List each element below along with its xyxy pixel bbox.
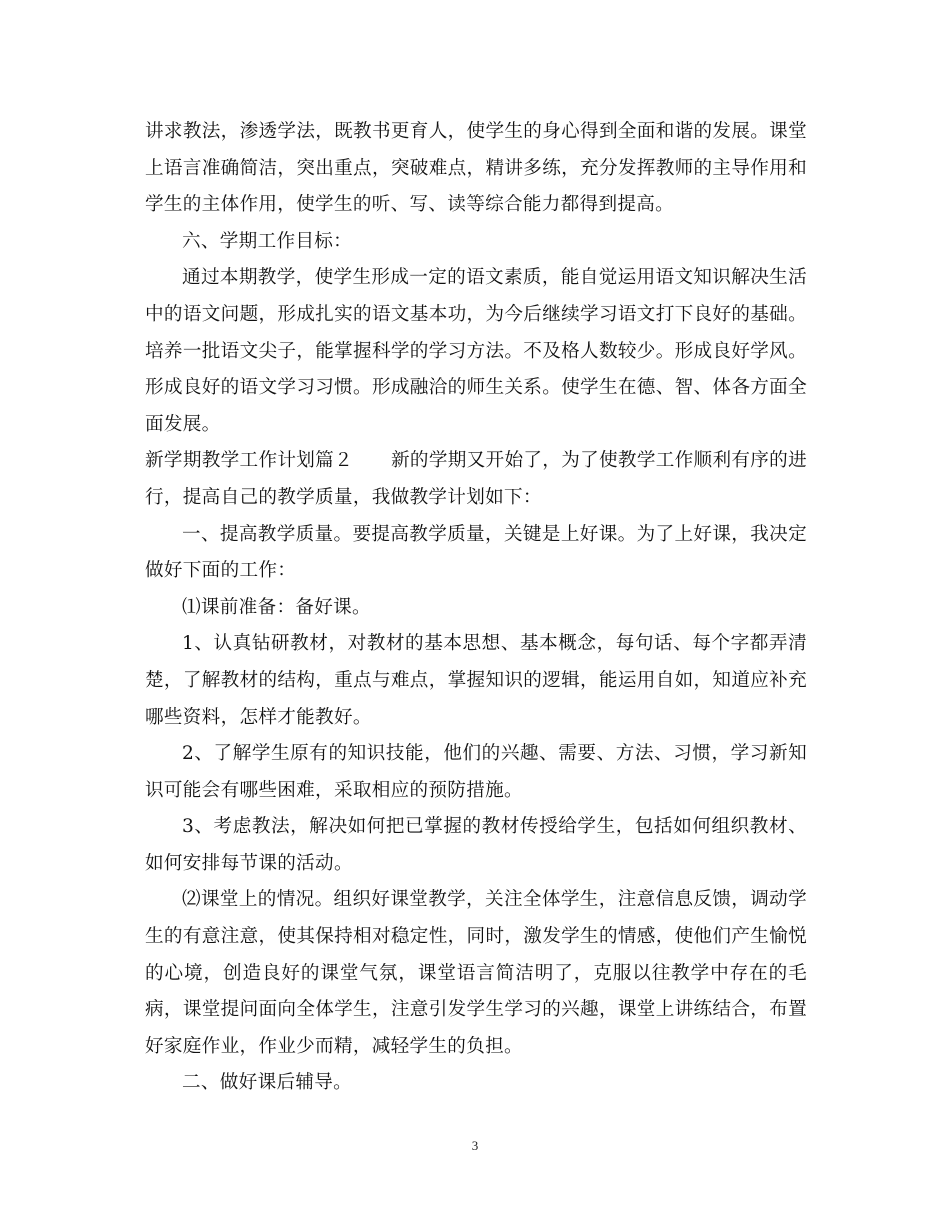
paragraph-item-2: 二、做好课后辅导。 — [182, 1072, 353, 1094]
page-number: 3 — [471, 1138, 479, 1153]
section-title: 新学期教学工作计划篇２ — [145, 450, 353, 472]
heading-semester-goals: 六、学期工作目标： — [182, 230, 353, 252]
section-intro-text: 新的学期又开始了，为了使教学工作顺利有序的进行，提高自己的教学质量，我做教学计划如下： — [145, 450, 807, 508]
document-body — [145, 114, 807, 1102]
paragraph-classroom: ⑵课堂上的情况。组织好课堂教学，关注全体学生，注意信息反馈，调动学生的有意注意，使其保持相对稳定性，同时，激发学生的情感，使他们产生愉悦的心境，创造良好的课堂气氛，课堂语言简洁明了，克服以往教学中存在的毛病，课堂提问面向全体学生，注意引发学生学习的兴趣，课堂上讲练结合，布置好家庭作业，作业少而精，减轻学生的负担。 — [145, 889, 807, 1057]
paragraph-lesson-prep: ⑴课前准备：备好课。 — [182, 596, 371, 618]
section-intro-paragraph — [145, 443, 807, 516]
paragraph-prep-step-1: 1、认真钻研教材，对教材的基本思想、基本概念，每句话、每个字都弄清楚，了解教材的结构，重点与难点，掌握知识的逻辑，能运用自如，知道应补充哪些资料，怎样才能教好。 — [145, 633, 807, 728]
paragraph-carry-over: 讲求教法，渗透学法，既教书更育人，使学生的身心得到全面和谐的发展。课堂上语言准确简洁，突出重点，突破难点，精讲多练，充分发挥教师的主导作用和学生的主体作用，使学生的听、写、读等综合能力都得到提高。 — [145, 121, 807, 216]
paragraph-prep-step-3: 3、考虑教法，解决如何把已掌握的教材传授给学生，包括如何组织教材、如何安排每节课的活动。 — [145, 816, 807, 874]
paragraph-prep-step-2: 2、了解学生原有的知识技能，他们的兴趣、需要、方法、习惯，学习新知识可能会有哪些困难，采取相应的预防措施。 — [145, 743, 807, 801]
paragraph-semester-goals: 通过本期教学，使学生形成一定的语文素质，能自觉运用语文知识解决生活中的语文问题，形成扎实的语文基本功，为今后继续学习语文打下良好的基础。培养一批语文尖子，能掌握科学的学习方法。不及格人数较少。形成良好学风。形成良好的语文学习习惯。形成融洽的师生关系。使学生在德、智、体各方面全面发展。 — [145, 267, 807, 435]
paragraph-item-1: 一、提高教学质量。要提高教学质量，关键是上好课。为了上好课，我决定做好下面的工作： — [145, 523, 807, 582]
